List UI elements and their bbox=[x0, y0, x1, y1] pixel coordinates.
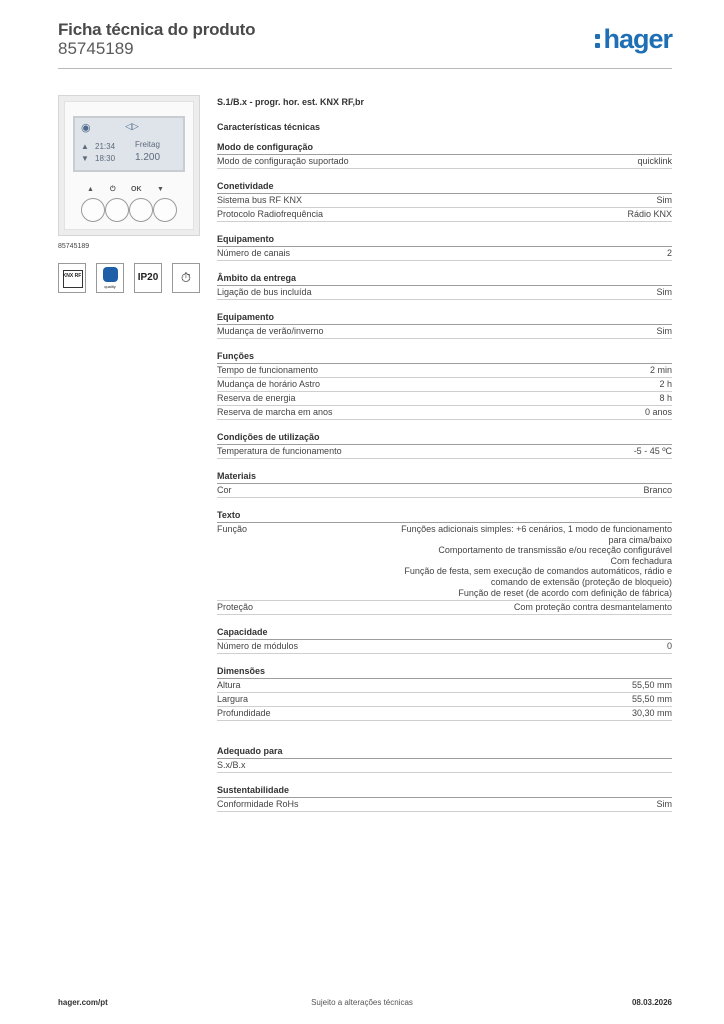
footer-notice: Sujeito a alterações técnicas bbox=[311, 998, 413, 1007]
spec-value: 55,50 mm bbox=[631, 680, 672, 691]
spec-subtitle: Características técnicas bbox=[217, 122, 321, 132]
knx-rf-icon bbox=[58, 263, 86, 293]
spec-sections bbox=[217, 141, 672, 812]
logo-colon-icon bbox=[595, 30, 601, 50]
device-button-2 bbox=[105, 198, 129, 222]
spec-value: 2 bbox=[666, 248, 672, 258]
spec-value-line: Comportamento de transmissão e/ou receção configurável bbox=[438, 545, 672, 556]
spec-label: Mudança de horário Astro bbox=[217, 379, 321, 389]
spec-row bbox=[217, 325, 672, 339]
hager-logo bbox=[595, 24, 672, 55]
header-divider bbox=[58, 68, 672, 69]
section-heading: Funções bbox=[217, 350, 672, 364]
spec-value: Branco bbox=[643, 485, 672, 495]
spec-label: Tempo de funcionamento bbox=[217, 365, 319, 375]
spec-value-line: para cima/baixo bbox=[608, 534, 672, 545]
spec-label: Número de módulos bbox=[217, 641, 299, 652]
spec-value: Sim bbox=[656, 326, 672, 336]
device-button-3 bbox=[129, 198, 153, 222]
spec-label: Protocolo Radiofrequência bbox=[217, 209, 324, 219]
spec-value: Sim bbox=[656, 287, 672, 297]
display-day: Freitag bbox=[135, 140, 160, 149]
section-heading: Âmbito da entrega bbox=[217, 272, 672, 286]
spec-row bbox=[217, 601, 672, 615]
spec-row bbox=[217, 155, 672, 169]
spec-label: Sistema bus RF KNX bbox=[217, 195, 303, 205]
spec-label: Reserva de marcha em anos bbox=[217, 407, 333, 417]
spec-value-line: Função de reset (de acordo com definição de fábrica) bbox=[458, 587, 672, 598]
section-heading: Capacidade bbox=[217, 626, 672, 640]
spec-label: Função bbox=[217, 524, 248, 534]
footer-date: 08.03.2026 bbox=[631, 998, 672, 1007]
spec-row bbox=[217, 194, 672, 208]
spec-value: 30,30 mm bbox=[631, 708, 672, 719]
product-name: S.1/B.x - progr. hor. est. KNX RF,br bbox=[217, 97, 365, 107]
down-label-icon: ▼ bbox=[157, 186, 164, 193]
device-display bbox=[73, 116, 185, 172]
spec-label: Reserva de energia bbox=[217, 393, 296, 403]
spec-value: 2 h bbox=[659, 379, 672, 389]
product-code: 85745189 bbox=[58, 39, 134, 58]
spec-value: Sim bbox=[656, 195, 672, 205]
section-heading: Sustentabilidade bbox=[217, 784, 672, 798]
spec-value: 2 min bbox=[649, 365, 672, 375]
spec-value-line: Funções adicionais simples: +6 cenários, 1 modo de funcionamento bbox=[401, 524, 672, 534]
spec-row bbox=[217, 484, 672, 498]
down-arrow-icon: ▼ bbox=[81, 154, 89, 163]
display-time: 21:34 bbox=[95, 142, 116, 151]
spec-value bbox=[401, 524, 672, 598]
spec-value: 55,50 mm bbox=[631, 694, 672, 705]
spec-value: 0 anos bbox=[644, 407, 672, 417]
page-title: Ficha técnica do produto bbox=[58, 20, 256, 39]
spec-value-line: comando de extensão (proteção de bloqueio) bbox=[490, 576, 672, 587]
spec-label: Mudança de verão/inverno bbox=[217, 326, 324, 336]
spec-row bbox=[217, 247, 672, 261]
spec-value: Com proteção contra desmantelamento bbox=[513, 602, 672, 613]
spec-sheet bbox=[217, 96, 672, 812]
quality-label: quality bbox=[104, 284, 116, 289]
section-heading: Conetividade bbox=[217, 180, 672, 194]
device-button-1 bbox=[81, 198, 105, 222]
button-labels bbox=[81, 186, 181, 196]
spec-label: Cor bbox=[217, 485, 232, 495]
spec-row bbox=[217, 640, 672, 654]
spec-value: 8 h bbox=[659, 393, 672, 403]
spec-row bbox=[217, 693, 672, 707]
timer-label: ⏱ bbox=[180, 270, 192, 285]
blind-icon: ◁▷ bbox=[125, 121, 139, 131]
power-label-icon: ⏻ bbox=[110, 186, 116, 193]
spec-label: Profundidade bbox=[217, 708, 271, 719]
ip20-icon bbox=[134, 263, 162, 293]
display-value: 1.200 bbox=[135, 152, 161, 163]
section-heading: Texto bbox=[217, 509, 672, 523]
spec-row bbox=[217, 364, 672, 378]
spec-row bbox=[217, 208, 672, 222]
spec-label: Largura bbox=[217, 694, 249, 705]
knx-rf-label: KNX RF bbox=[62, 273, 82, 279]
spec-row bbox=[217, 679, 672, 693]
spec-row bbox=[217, 378, 672, 392]
spec-row bbox=[217, 406, 672, 420]
timer-icon bbox=[172, 263, 200, 293]
spec-value: Rádio KNX bbox=[627, 209, 672, 219]
product-image bbox=[58, 95, 200, 236]
up-label-icon: ▲ bbox=[87, 186, 94, 193]
spec-value: Sim bbox=[656, 799, 672, 810]
section-heading: Materiais bbox=[217, 470, 672, 484]
spec-value: -5 - 45 ºC bbox=[633, 446, 672, 456]
footer-website: hager.com/pt bbox=[58, 998, 108, 1007]
spec-row bbox=[217, 707, 672, 721]
sun-icon: ◉ bbox=[81, 122, 91, 134]
section-heading: Modo de configuração bbox=[217, 141, 672, 155]
section-heading: Condições de utilização bbox=[217, 431, 672, 445]
spec-label: Temperatura de funcionamento bbox=[217, 446, 342, 456]
spec-label: Modo de configuração suportado bbox=[217, 156, 349, 166]
spec-row bbox=[217, 445, 672, 459]
spec-value-line: Com fechadura bbox=[610, 555, 672, 566]
section-heading: Dimensões bbox=[217, 665, 672, 679]
spec-value: quicklink bbox=[637, 156, 672, 166]
section-heading: Adequado para bbox=[217, 745, 672, 759]
section-heading: Equipamento bbox=[217, 233, 672, 247]
image-caption: 85745189 bbox=[58, 243, 90, 250]
spec-row bbox=[217, 523, 672, 601]
spec-label: Altura bbox=[217, 680, 241, 691]
brand-name: hager bbox=[603, 24, 672, 54]
spec-row bbox=[217, 286, 672, 300]
spec-label: S.x/B.x bbox=[217, 760, 246, 771]
spec-row bbox=[217, 392, 672, 406]
up-arrow-icon: ▲ bbox=[81, 142, 89, 151]
ip20-label: IP20 bbox=[137, 272, 159, 283]
spec-label: Conformidade RoHs bbox=[217, 799, 299, 810]
display-line2: 18:30 bbox=[95, 154, 116, 163]
device-button-4 bbox=[153, 198, 177, 222]
spec-row bbox=[217, 798, 672, 812]
spec-label: Número de canais bbox=[217, 248, 291, 258]
spec-label: Ligação de bus incluída bbox=[217, 287, 312, 297]
spec-value-line: Função de festa, sem execução de comandos automáticos, rádio e bbox=[404, 566, 672, 577]
spec-value: 0 bbox=[666, 641, 672, 652]
section-heading: Equipamento bbox=[217, 311, 672, 325]
device-plate bbox=[64, 101, 194, 230]
spec-label: Proteção bbox=[217, 602, 254, 613]
quality-icon bbox=[96, 263, 124, 293]
ok-label: OK bbox=[131, 186, 142, 193]
spec-row bbox=[217, 759, 672, 773]
